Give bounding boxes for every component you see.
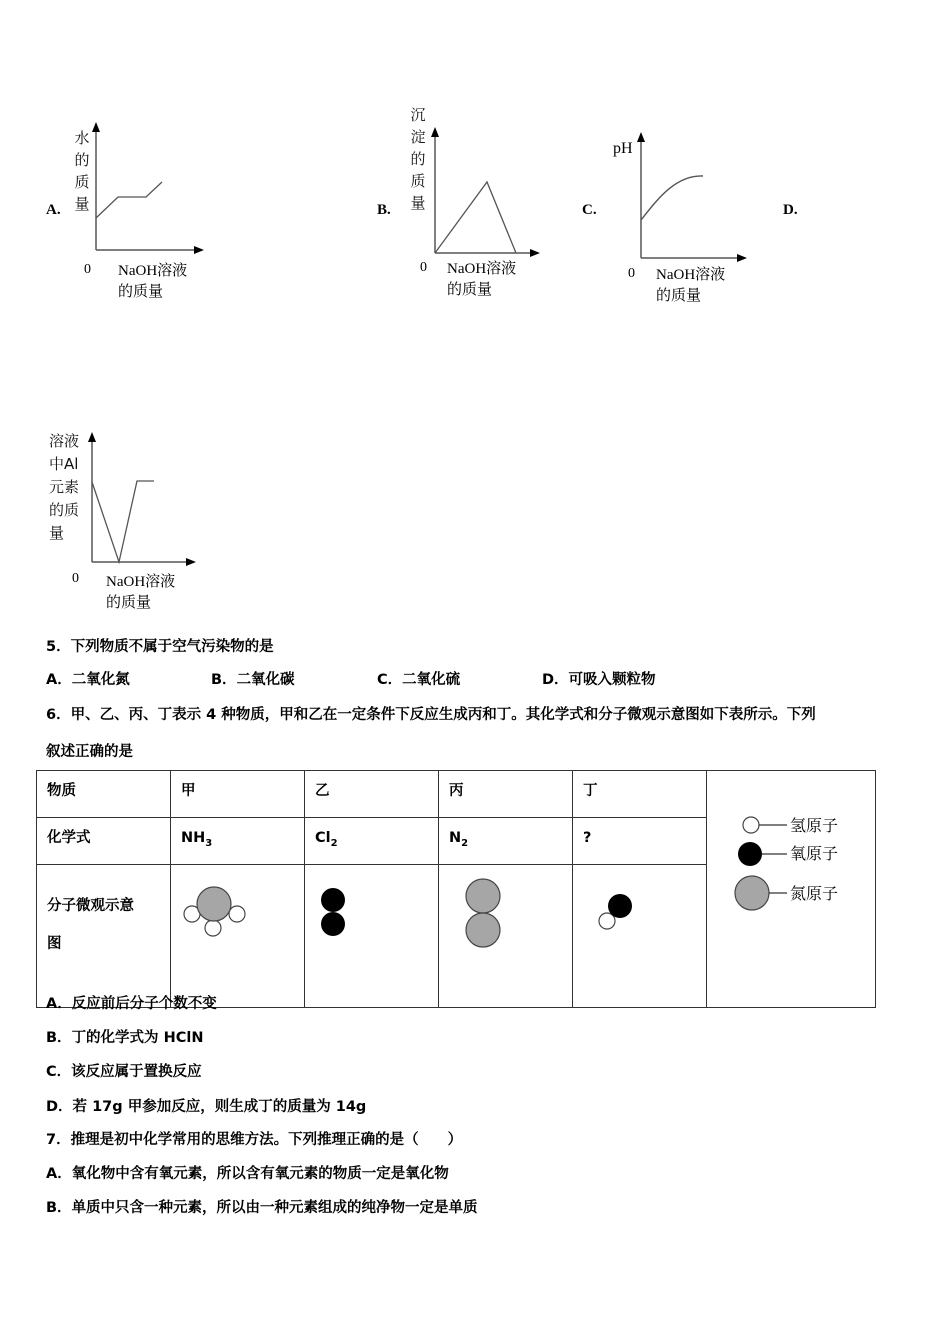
option-d-ylabel [49,430,89,545]
legend-label-hydrogen: 氢原子 [790,816,839,835]
formula-ding [573,818,707,865]
option-c-origin: 0 [628,266,635,281]
option-letter: C． [377,672,403,688]
formula-sub: 3 [205,837,213,849]
option-text: 若 17g 甲参加反应，则生成丁的质量为 14g [72,1099,367,1115]
ylabel-char: 水 [74,129,90,147]
option-letter: A． [46,996,72,1012]
option-letter: A． [46,1166,72,1182]
option-letter: B． [46,1200,72,1216]
question-6-stem-line2: 叙述正确的是 [46,744,133,760]
ylabel-char: 沉 [410,106,426,124]
substance-ding: 丁 [573,771,707,818]
cl2-molecule-icon [305,865,415,975]
question-5-option-c [377,668,460,689]
molecule-yi [305,865,439,1008]
option-d-xlabel [106,572,175,614]
ylabel-char: 的 [410,150,426,168]
xlabel-line: NaOH溶液 [656,267,726,283]
option-text: 反应前后分子个数不变 [71,996,217,1012]
option-b-xlabel [447,259,516,301]
question-6-option-c [46,1060,202,1081]
option-a-origin: 0 [84,262,91,277]
option-a-label: A. [46,202,61,218]
option-b-graph [430,125,545,257]
option-d-label: D. [783,202,798,218]
formula-bing [439,818,573,865]
option-c-graph [635,130,753,262]
ylabel-line: 元素 [49,478,80,496]
legend-label-black-atom: 氧原子 [790,844,839,863]
question-7-option-a [46,1162,449,1183]
question-5-option-b [211,668,295,689]
option-d-graph [86,430,201,566]
option-a-ylabel [73,127,91,215]
nitrogen-atom-icon [735,876,787,910]
nh3-molecule-icon [171,865,281,975]
formula-jia [171,818,305,865]
option-letter: A． [46,672,72,688]
formula-yi [305,818,439,865]
option-text: 二氧化硫 [402,672,461,688]
ylabel-char: 量 [410,194,426,212]
ylabel-char: 淀 [410,128,426,146]
option-b-ylabel [409,104,427,214]
option-c-label: C. [582,202,597,218]
option-text: 二氧化氮 [71,672,130,688]
legend-cell [707,771,876,1008]
header-line: 分子微观示意 [47,898,134,914]
formula-base: NH [181,830,206,846]
ylabel-char: 量 [74,195,90,213]
question-5-stem: 5．下列物质不属于空气污染物的是 [46,639,274,655]
option-b-origin: 0 [420,260,427,275]
ylabel-line: 量 [49,524,65,542]
header-molecule-diagram [37,865,171,1008]
question-7-stem: 7．推理是初中化学常用的思维方法。下列推理正确的是（ ） [46,1132,463,1148]
question-7-option-b [46,1196,478,1217]
question-6-option-b [46,1026,204,1047]
option-letter: D． [46,1099,73,1115]
formula-sub: 2 [330,837,338,849]
legend-labels [790,812,838,908]
ylabel-char: 质 [410,172,426,190]
xlabel-line: NaOH溶液 [118,263,188,279]
header-substance: 物质 [37,771,171,818]
formula-base: ? [583,830,592,846]
option-text: 氧化物中含有氧元素，所以含有氧元素的物质一定是氧化物 [71,1166,449,1182]
black-atom-icon [738,842,787,866]
molecule-jia [171,865,305,1008]
xlabel-line: NaOH溶液 [447,261,517,277]
legend-label-nitrogen: 氮原子 [790,884,839,903]
question-6-stem-line1: 6．甲、乙、丙、丁表示 4 种物质，甲和乙在一定条件下反应生成丙和丁。其化学式和分子微观示意图如下表所示。下列 [46,707,816,723]
substance-yi: 乙 [305,771,439,818]
ylabel-char: 的 [74,151,90,169]
question-5-option-a [46,668,130,689]
molecule-bing [439,865,573,1008]
option-letter: C． [46,1064,72,1080]
ylabel-char: 质 [74,173,90,191]
option-letter: B． [211,672,237,688]
option-b-label: B. [377,202,391,218]
option-text: 单质中只含一种元素，所以由一种元素组成的纯净物一定是单质 [71,1200,478,1216]
ylabel-line: 的质 [49,501,80,519]
ylabel-line: 溶液 [49,432,80,450]
option-d-origin: 0 [72,571,79,586]
option-letter: D． [542,672,569,688]
header-formula: 化学式 [37,818,171,865]
formula-base: Cl [315,830,331,846]
option-text: 该反应属于置换反应 [71,1064,202,1080]
question-6-option-a [46,992,217,1013]
ylabel-line: 中Al [49,455,79,473]
option-a-graph [90,120,210,255]
formula-base: N [449,830,462,846]
option-a-xlabel [118,261,187,303]
formula-sub: 2 [461,837,469,849]
substance-bing: 丙 [439,771,573,818]
xlabel-line: 的质量 [118,284,164,300]
option-letter: B． [46,1030,72,1046]
hcl-molecule-icon [573,865,683,975]
xlabel-line: NaOH溶液 [106,574,176,590]
substance-jia: 甲 [171,771,305,818]
header-line: 图 [47,936,62,952]
xlabel-line: 的质量 [106,595,152,611]
hydrogen-atom-icon [743,817,787,833]
n2-molecule-icon [439,865,549,975]
option-text: 丁的化学式为 HClN [71,1030,204,1046]
option-c-xlabel [656,265,725,307]
xlabel-line: 的质量 [447,282,493,298]
option-text: 可吸入颗粒物 [568,672,656,688]
molecule-ding [573,865,707,1008]
molecule-table [36,770,876,1008]
question-6-option-d [46,1095,366,1116]
question-5-option-d [542,668,656,689]
option-text: 二氧化碳 [236,672,295,688]
option-c-ylabel: pH [613,140,633,157]
xlabel-line: 的质量 [656,288,702,304]
